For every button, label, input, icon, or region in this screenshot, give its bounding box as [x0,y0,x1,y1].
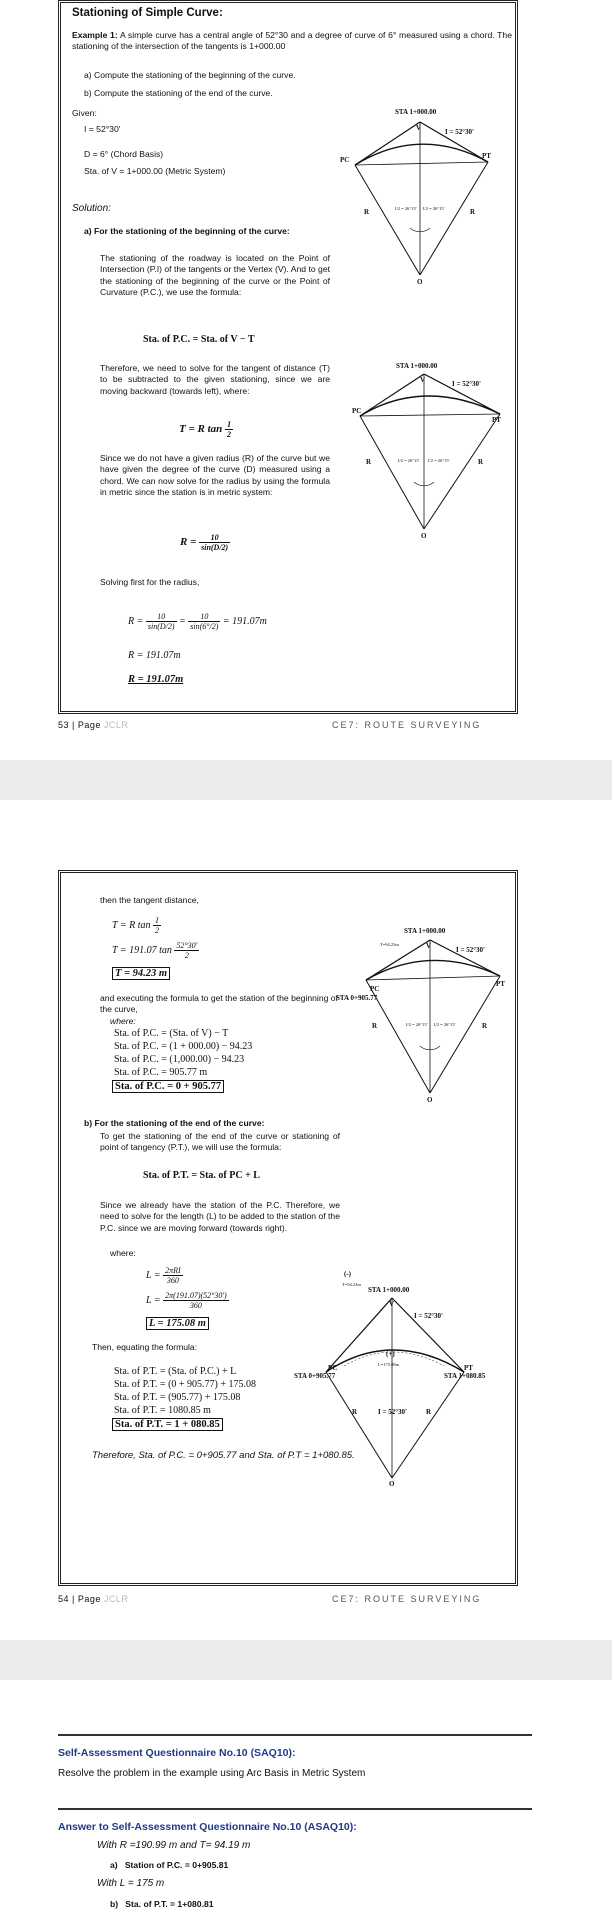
asaq-answer-b: b) Sta. of P.T. = 1+080.81 [110,1899,214,1909]
pt-line-2: Sta. of P.T. = (0 + 905.77) + 175.08 [114,1379,257,1390]
sta-v-label: STA 1+000.00 [395,108,437,116]
i-angle-label-3: I = 52°30' [456,946,485,954]
asaq-given-1: With R =190.99 m and T= 94.19 m [97,1840,251,1851]
r-left-label-4: R [352,1408,358,1416]
half-angle-right-3: I/2 = 26°15' [434,1022,456,1027]
radius-result: R = 191.07m [128,650,181,661]
divider-bottom [58,1808,532,1810]
radius-lhs-2: R = [128,615,144,627]
sta-v-label-3: STA 1+000.00 [404,927,446,935]
document-page-53 [0,0,612,760]
center-label: O [417,278,423,286]
fraction-10-over-sin-6: $\frac{10}{\sin(6^\circ/2)}$ [190,612,219,631]
length-eq-2: L = $\frac{2\pi(191.07)(52^\circ 30')}{360}$ [146,1291,227,1310]
pt-line-3: Sta. of P.T. = (905.77) + 175.08 [114,1392,241,1403]
page-number: 53 | Page JCLR [58,720,129,730]
tangent-paragraph: Therefore, we need to solve for the tangent of distance (T) to be subtracted to the given stationing, since we are moving backward (towards left), where: [100,363,330,396]
radius-computation: R = $\frac{10}{\sin(D/2)}$ = $\frac{10}{\sin(6^\circ/2)}$ = 191.07m [128,612,267,631]
asaq-given-2: With L = 175 m [97,1878,165,1889]
radius-formula [180,533,230,552]
pt-label-3: PT [496,980,505,988]
where-label: where: [110,1016,136,1026]
conclusion: Therefore, Sta. of P.C. = 0+905.77 and Sta. of P.T = 1+080.85. [92,1450,355,1461]
i-angle-label-4: I = 52°30' [414,1312,443,1320]
pc-label: PC [340,156,350,164]
exec-paragraph: and executing the formula to get the station of the beginning of the curve, [100,993,338,1015]
half-angle-right: I/2 = 26°15' [423,206,445,211]
course-footer: CE7: ROUTE SURVEYING [332,720,482,730]
curve-diagram-1 [340,110,490,290]
page-frame [58,0,518,714]
formula-pt: Sta. of P.T. = Sta. of PC + L [143,1170,260,1181]
example-label: Example 1: [72,30,118,40]
tangent-formula [179,420,233,439]
section-title: Stationing of Simple Curve: [72,7,223,19]
fraction-length-values: $\frac{2\pi(191.07)(52^\circ 30')}{360}$ [165,1291,227,1310]
i-center-label-4: I = 52°30' [378,1408,407,1416]
radius-lhs: R = [180,536,197,549]
saq-title: Self-Assessment Questionnaire No.10 (SAQ10): [58,1747,296,1759]
tangent-label-4: T=94.23m [342,1282,361,1287]
vertex-label: V [416,124,422,132]
question-a: a) Compute the stationing of the beginning of the curve. [84,70,296,80]
solution-label: Solution: [72,203,111,214]
footer-brand-2: JCLR [103,1594,129,1604]
vertex-label-2: V [420,376,426,384]
length-paragraph: Since we already have the station of the P.C. Therefore, we need to solve for the length (L) to be added to the station of the P.C. since we are moving forward (towards right). [100,1200,340,1233]
r-right-label-4: R [426,1408,432,1416]
i-angle-label: I = 52°30' [445,128,474,136]
asaq-title: Answer to Self-Assessment Questionnaire No.10 (ASAQ10): [58,1821,357,1833]
curve-diagram-4 [294,1268,494,1488]
pt-label-2: PT [492,416,501,424]
pc-label-4: PC [328,1364,338,1372]
length-eq-1: L = $\frac{\text{2πRI}}{360}$ [146,1266,181,1285]
given-label: Given: [72,108,97,118]
r-right-label: R [470,208,476,216]
document-page-55 [0,1680,612,1920]
radius-result-tail: = 191.07m [222,615,267,627]
curve-diagram-2 [352,364,504,544]
divider-top [58,1734,532,1736]
fraction-10-over-sin: $\frac{10}{\sin(D/2)}$ [201,533,229,552]
example-text: A simple curve has a central angle of 52°30 and a degree of curve of 6° measured using a chord. The stationing of the intersection of the tangents is 1+000.00 [72,30,512,52]
vertex-label-3: V [426,942,432,950]
half-angle-left: I/2 = 26°15' [395,206,417,211]
footer-brand: JCLR [103,720,129,730]
fraction-angle-over-2: $\frac{52^\circ 30'}{2}$ [176,941,198,960]
center-label-2: O [421,532,427,540]
radius-final: R = 191.07m [128,674,184,685]
pc-line-4: Sta. of P.C. = 905.77 m [114,1067,208,1078]
tangent-label-3: T=94.23m [380,942,399,947]
saq-text: Resolve the problem in the example using Arc Basis in Metric System [58,1768,366,1779]
pc-result: Sta. of P.C. = 0 + 905.77 [112,1081,224,1092]
given-degree: D = 6° (Chord Basis) [84,149,164,159]
fraction-2piri: $\frac{\text{2πRI}}{360}$ [165,1266,181,1285]
center-label-3: O [427,1096,433,1104]
pc-label-3: PC [370,985,380,993]
solving-radius-text: Solving first for the radius, [100,577,200,587]
pt-result: Sta. of P.T. = 1 + 080.85 [112,1419,223,1430]
given-station: Sta. of V = 1+000.00 (Metric System) [84,166,226,176]
tangent-eq-1: T = R tan $\frac{I}{2}$ [112,916,160,935]
pc-line-2: Sta. of P.C. = (1 + 000.00) − 94.23 [114,1041,253,1052]
question-b: b) Compute the stationing of the end of the curve. [84,88,273,98]
r-left-label-3: R [372,1022,378,1030]
i-angle-label-2: I = 52°30' [452,380,481,388]
center-label-4: O [389,1480,395,1488]
where-label-2: where: [110,1248,136,1258]
plus-label-4: (+) [386,1350,395,1358]
sta-pt-label-4: STA 1+080.85 [444,1372,486,1380]
example-statement [72,30,512,53]
course-footer-2: CE7: ROUTE SURVEYING [332,1594,482,1604]
sta-v-label-2: STA 1+000.00 [396,362,438,370]
half-angle-left-2: I/2 = 26°15' [398,458,420,463]
part-a-paragraph: The stationing of the roadway is located on the Point of Intersection (P.I) of the tangents or the Vertex (V). And to get the stationing of the beginning of the curve or the Point of Curvature (P.C.), we use the formula: [100,253,330,298]
page-number-2: 54 | Page JCLR [58,1594,129,1604]
pc-line-3: Sta. of P.C. = (1,000.00) − 94.23 [114,1054,245,1065]
sta-pc-label-4: STA 0+905.77 [294,1372,336,1380]
half-angle-left-3: I/2 = 26°15' [406,1022,428,1027]
length-result: L = 175.08 m [146,1318,209,1329]
r-right-label-3: R [482,1022,488,1030]
minus-label-4: (-) [344,1270,351,1278]
curve-diagram-3 [336,928,504,1108]
formula-pc: Sta. of P.C. = Sta. of V − T [143,334,255,345]
then-tangent-text: then the tangent distance, [100,895,199,905]
r-left-label-2: R [366,458,372,466]
sta-v-label-4: STA 1+000.00 [368,1286,410,1294]
fraction-10-over-sin-d: $\frac{10}{\sin(D/2)}$ [147,612,175,631]
document-page-54 [0,800,612,1640]
asaq-answer-a: a) Station of P.C. = 0+905.81 [110,1860,229,1870]
given-angle: I = 52°30' [84,124,121,134]
tangent-result: T = 94.23 m [112,968,170,979]
fraction-i-over-2-b: $\frac{I}{2}$ [155,916,160,935]
part-b-paragraph: To get the stationing of the end of the curve or stationing of point of tangency (P.T.), we will use the formula: [100,1131,340,1153]
pc-line-1: Sta. of P.C. = (Sta. of V) − T [114,1028,229,1039]
pt-line-1: Sta. of P.T. = (Sta. of P.C.) + L [114,1366,237,1377]
vertex-label-4: V [389,1300,395,1308]
pt-line-4: Sta. of P.T. = 1080.85 m [114,1405,211,1416]
pt-label: PT [482,152,491,160]
sta-pc-label-3: STA 0+905.77 [336,994,378,1002]
tangent-eq-2: T = 191.07 tan $\frac{52^\circ 30'}{2}$ [112,941,198,960]
pt-label-4: PT [464,1364,473,1372]
length-label-4: L=175.08m [378,1362,400,1367]
part-b-heading: b) For the stationing of the end of the curve: [84,1118,265,1128]
part-a-heading: a) For the stationing of the beginning of the curve: [84,226,290,236]
then-equating: Then, equating the formula: [92,1342,198,1352]
radius-paragraph: Since we do not have a given radius (R) of the curve but we have given the degree of the curve (D) measured using a chord. We can now solve for the radius by using the formula in metric since the station is in metric system: [100,453,330,498]
pc-label-2: PC [352,407,362,415]
fraction-i-over-2: $\frac{I}{2}$ [227,420,231,439]
r-right-label-2: R [478,458,484,466]
tangent-formula-lhs: T = R tan [179,423,223,436]
r-left-label: R [364,208,370,216]
half-angle-right-2: I/2 = 26°15' [428,458,450,463]
